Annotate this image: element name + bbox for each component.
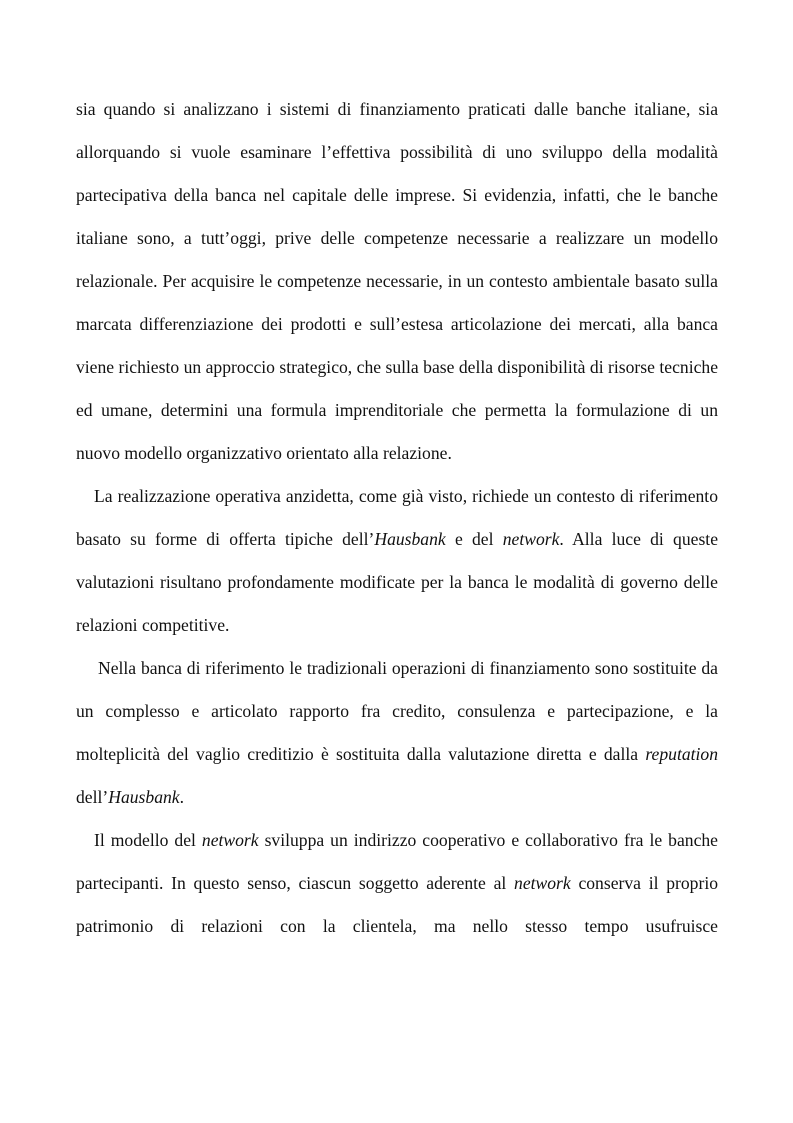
paragraph-3-text-c: .	[179, 787, 185, 807]
paragraph-2-text-c: . Alla luce di queste valutazioni risultano profondamente modificate per la banca le modalità di governo delle relazioni competitive.	[76, 529, 719, 635]
paragraph-1	[76, 88, 718, 475]
paragraph-2-hausbank: Hausbank	[374, 529, 446, 549]
paragraph-2-text-a: La realizzazione operativa anzidetta, come già visto, richiede un contesto di riferimento basato su forme di offerta tipiche dell’	[76, 486, 718, 549]
paragraph-3-hausbank: Hausbank	[108, 787, 180, 807]
paragraph-3-text-b: dell’	[76, 787, 109, 807]
paragraph-3-text-a: Nella banca di riferimento le tradizionali operazioni di finanziamento sono sostituite da un complesso e articolato rapporto fra credito, consulenza e partecipazione, e la molteplicità del vaglio creditizio è sostituita dalla valutazione diretta e dalla	[76, 658, 718, 764]
paragraph-2-network: network	[502, 529, 560, 549]
paragraph-2-text-b: e del	[445, 529, 503, 549]
paragraph-3-reputation: reputation	[645, 744, 718, 764]
paragraph-4-text-b: sviluppa un indirizzo cooperativo e collaborativo fra le banche partecipanti. In questo senso, ciascun soggetto aderente al	[76, 830, 718, 893]
paragraph-4-text-a: Il modello del	[94, 830, 202, 850]
paragraph-2	[76, 475, 718, 647]
paragraph-3	[76, 647, 718, 819]
paragraph-1-text: sia quando si analizzano i sistemi di finanziamento praticati dalle banche italiane, sia allorquando si vuole esaminare l’effettiva possibilità di uno sviluppo della modalità partecipativa della banca nel capitale delle imprese. Si evidenzia, infatti, che le banche italiane sono, a tutt’oggi, prive delle competenze necessarie a realizzare un modello relazionale. Per acquisire le competenze necessarie, in un contesto ambientale basato sulla marcata differenziazione dei prodotti e sull’estesa articolazione dei mercati, alla banca viene richiesto un approccio strategico, che sulla base della disponibilità di risorse tecniche ed umane, determini una formula imprenditoriale che permetta la formulazione di un nuovo modello organizzativo orientato alla relazione.	[76, 99, 718, 463]
paragraph-4-network-a: network	[201, 830, 259, 850]
paragraph-4-text-c: conserva il proprio patrimonio di relazioni con la clientela, ma nello stesso tempo usufruisce	[76, 873, 719, 936]
paragraph-4	[76, 819, 718, 948]
paragraph-4-network-b: network	[514, 873, 571, 893]
page-body	[76, 88, 718, 948]
